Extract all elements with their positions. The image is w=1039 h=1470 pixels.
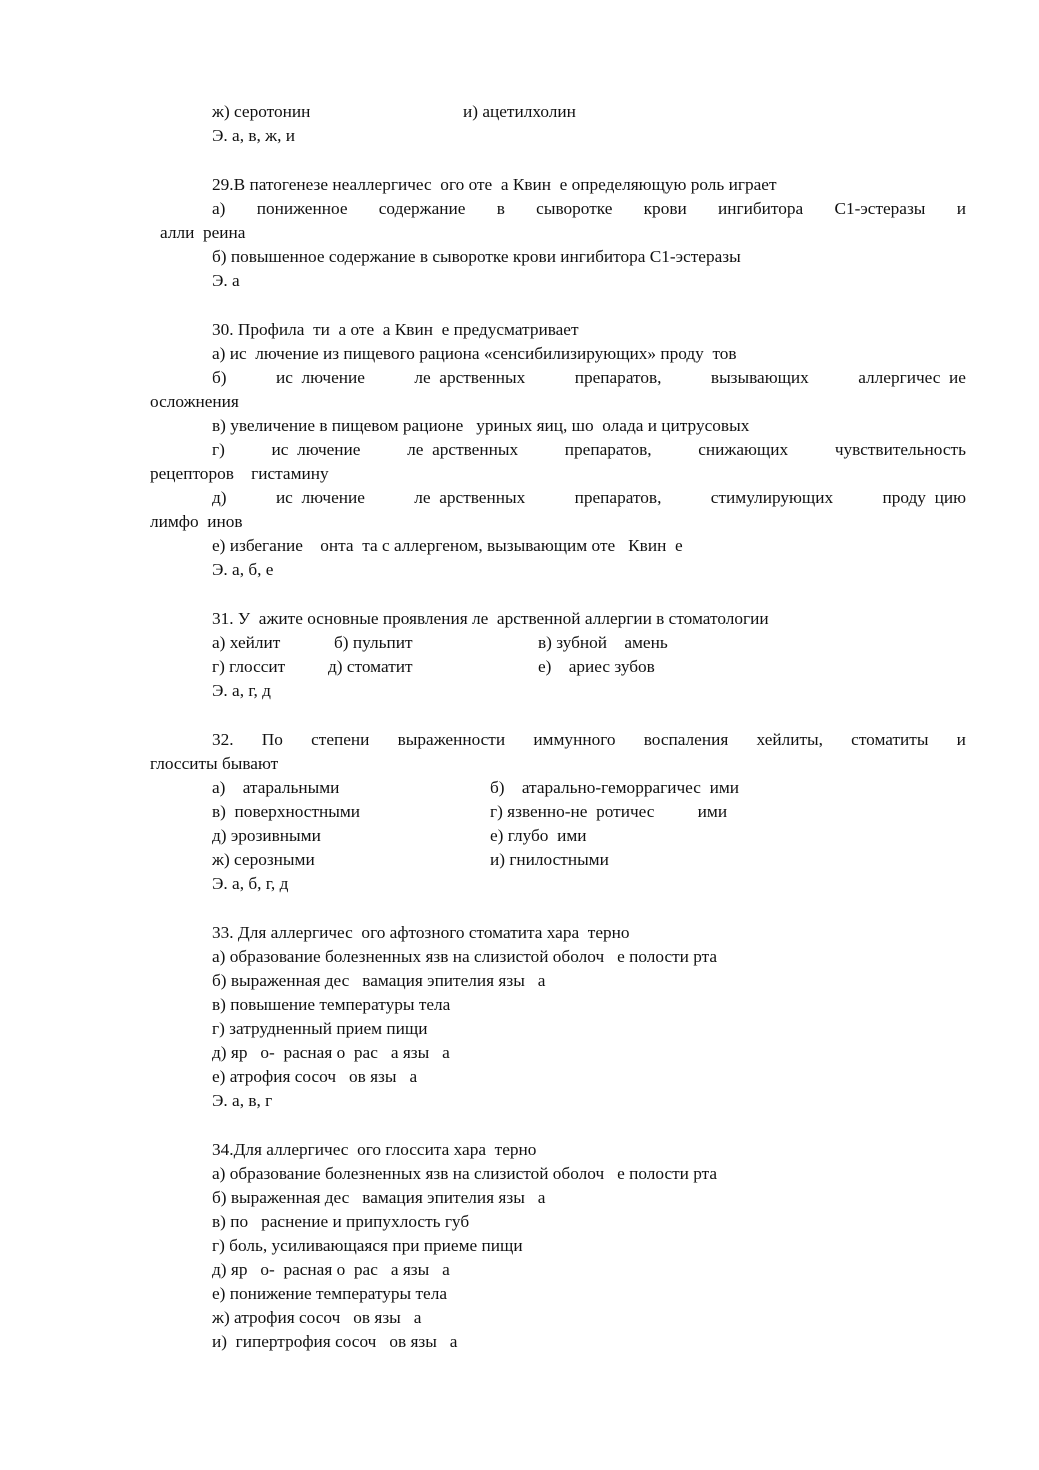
option-zh: ж) серотонин <box>212 102 311 121</box>
question-34-option-d: г) боль, усиливающаяся при приеме пищи <box>212 1236 523 1255</box>
answer-32: Э. а, б, г, д <box>212 874 289 893</box>
question-33-option-e: д) яр о- расная о рас а язы а <box>212 1043 450 1062</box>
question-31-option-c: в) зубной амень <box>538 633 668 652</box>
answer-31: Э. а, г, д <box>212 681 271 700</box>
question-33-option-a: а) образование болезненных язв на слизистой оболоч е полости рта <box>212 947 718 966</box>
question-31-option-a: а) хейлит <box>212 633 281 652</box>
question-34-option-a: а) образование болезненных язв на слизистой оболоч е полости рта <box>212 1164 718 1183</box>
question-33-option-b: б) выраженная дес вамация эпителия язы а <box>212 971 546 990</box>
question-30-option-e: д) ис лючение ле арственных препаратов, стимулирующих проду цию <box>212 488 966 507</box>
question-30-option-f: е) избегание онта та с аллергеном, вызывающим оте Квин е <box>212 536 683 555</box>
question-29-title: 29.В патогенезе неаллергичес ого оте а Квин е определяющую роль играет <box>212 175 777 194</box>
question-34-title: 34.Для аллергичес ого глоссита хара терно <box>212 1140 537 1159</box>
question-34-option-c: в) по раснение и припухлость губ <box>212 1212 470 1231</box>
question-29-option-a: а) пониженное содержание в сыворотке крови ингибитора C1-эстеразы и <box>212 199 966 218</box>
question-34-option-b: б) выраженная дес вамация эпителия язы а <box>212 1188 546 1207</box>
answer-28: Э. а, в, ж, и <box>212 126 295 145</box>
question-30-title: 30. Профила ти а оте а Квин е предусматривает <box>212 320 579 339</box>
question-31-option-b: б) пульпит <box>334 633 413 652</box>
answer-29: Э. а <box>212 271 240 290</box>
question-32-option-b: б) атарально-геморрагичес ими <box>490 778 740 797</box>
question-33-title: 33. Для аллергичес ого афтозного стоматита хара терно <box>212 923 630 942</box>
question-32-option-d: г) язвенно-не ротичес ими <box>490 802 728 821</box>
question-29-option-a-cont: алли реина <box>160 223 246 242</box>
question-34-option-e: д) яр о- расная о рас а язы а <box>212 1260 450 1279</box>
question-32-option-a: а) атаральными <box>212 778 340 797</box>
option-i: и) ацетилхолин <box>463 102 576 121</box>
question-32-title: 32. По степени выраженности иммунного воспаления хейлиты, стоматиты и <box>212 730 966 749</box>
question-31-option-e: д) стоматит <box>328 657 413 676</box>
question-33-option-c: в) повышение температуры тела <box>212 995 451 1014</box>
question-30-option-e-cont: лимфо инов <box>150 512 243 531</box>
question-30-option-b-cont: осложнения <box>150 392 239 411</box>
answer-33: Э. а, в, г <box>212 1091 273 1110</box>
question-29-option-b: б) повышенное содержание в сыворотке крови ингибитора С1-эстеразы <box>212 247 741 266</box>
question-34-option-h: и) гипертрофия сосоч ов язы а <box>212 1332 458 1351</box>
question-33-option-d: г) затрудненный прием пищи <box>212 1019 428 1038</box>
question-32-title-cont: глосситы бывают <box>150 754 279 773</box>
question-32-option-c: в) поверхностными <box>212 802 361 821</box>
question-32-option-h: и) гнилостными <box>490 850 609 869</box>
question-34-option-f: е) понижение температуры тела <box>212 1284 447 1303</box>
question-30-option-d: г) ис лючение ле арственных препаратов, снижающих чувствительность <box>212 440 966 459</box>
question-31-option-f: е) ариес зубов <box>538 657 655 676</box>
question-30-option-c: в) увеличение в пищевом рационе уриных яиц, шо олада и цитрусовых <box>212 416 750 435</box>
question-32-option-e: д) эрозивными <box>212 826 321 845</box>
question-30-option-a: а) ис лючение из пищевого рациона «сенсибилизирующих» проду тов <box>212 344 737 363</box>
question-31-option-d: г) глоссит <box>212 657 286 676</box>
answer-30: Э. а, б, е <box>212 560 274 579</box>
question-31-title: 31. У ажите основные проявления ле арственной аллергии в стоматологии <box>212 609 769 628</box>
question-32-option-g: ж) серозными <box>212 850 315 869</box>
question-34-option-g: ж) атрофия сосоч ов язы а <box>212 1308 422 1327</box>
question-33-option-f: е) атрофия сосоч ов язы а <box>212 1067 418 1086</box>
question-30-option-b: б) ис лючение ле арственных препаратов, вызывающих аллергичес ие <box>212 368 966 387</box>
question-32-option-f: е) глубо ими <box>490 826 587 845</box>
question-30-option-d-cont: рецепторов гистамину <box>150 464 329 483</box>
